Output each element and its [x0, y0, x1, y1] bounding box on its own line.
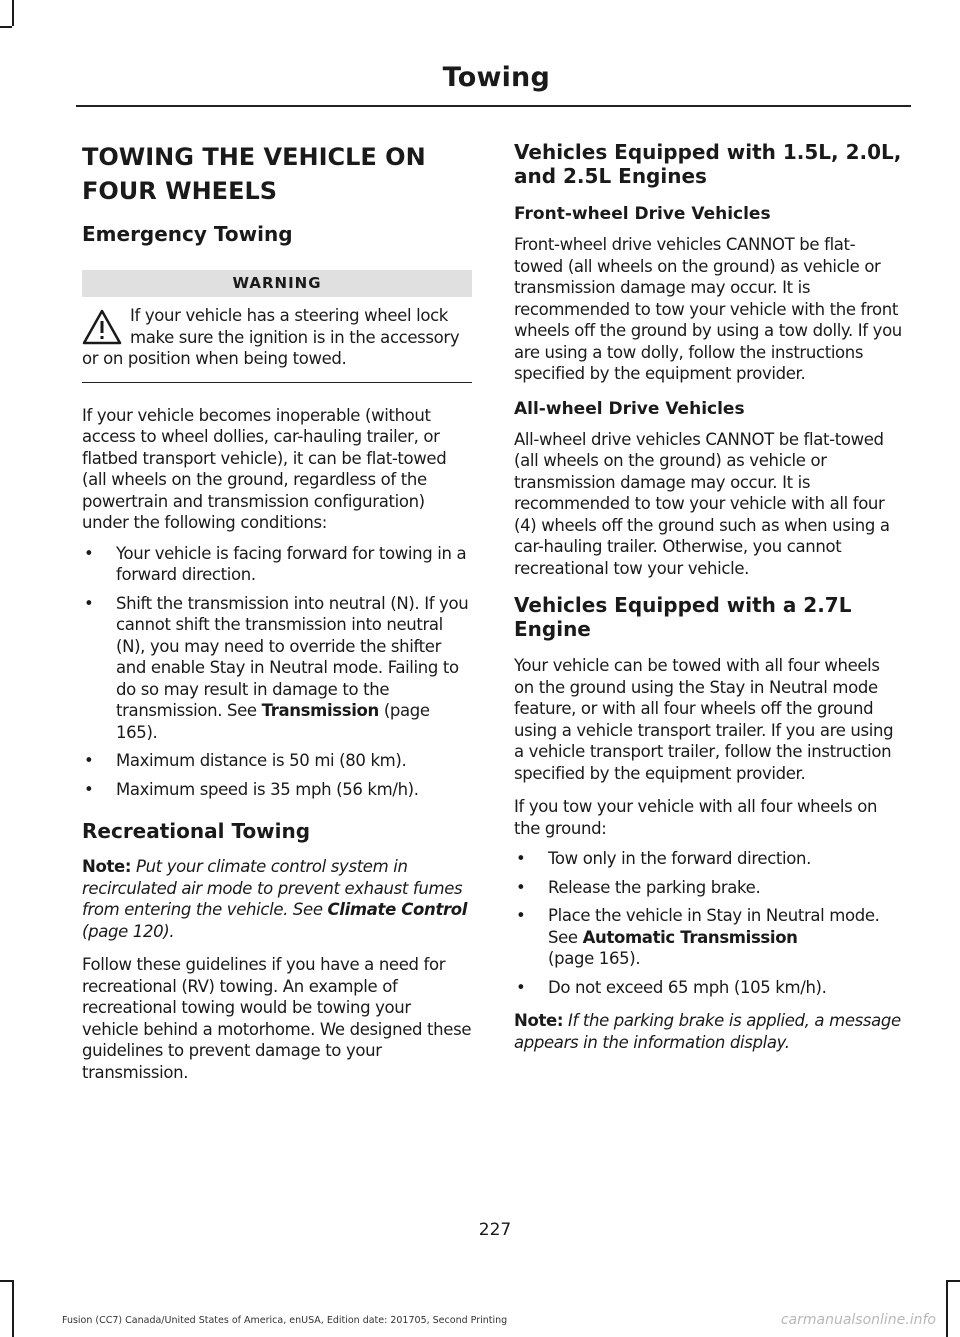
crop-mark: [0, 26, 12, 28]
intro-paragraph: If your vehicle becomes inoperable (without access to wheel dollies, car-hauling trailer, or flatbed transport vehicle), it can be flat-towed (all wheels on the ground, regardless of the powertrain and transmission configuration) under the following conditions:: [82, 405, 447, 532]
crop-mark: [946, 1280, 960, 1282]
awd-heading: All-wheel Drive Vehicles: [514, 398, 745, 419]
tow-steps-list: [514, 848, 904, 998]
bullet: •: [516, 977, 526, 997]
bullet: •: [516, 877, 526, 897]
fwd-heading: Front-wheel Drive Vehicles: [514, 204, 771, 224]
recreational-paragraph: Follow these guidelines if you have a need for recreational (RV) towing. An example of recreational towing would be towing your vehicle behind a motorhome. We designed these guidelines to prevent damage to your transmission.: [82, 955, 472, 1082]
header-rule: [76, 105, 911, 107]
warning-label: WARNING: [82, 270, 472, 297]
note-label: Note:: [82, 857, 132, 876]
transmission-link[interactable]: Transmission: [261, 701, 379, 720]
footer-edition: Fusion (CC7) Canada/United States of America, enUSA, Edition date: 201705, Second Printing: [62, 1315, 508, 1326]
list-item: • Maximum speed is 35 mph (56 km/h).: [84, 779, 419, 799]
engines-heading: Vehicles Equipped with 1.5L, 2.0L, and 2.5L Engines: [514, 140, 902, 188]
automatic-transmission-link[interactable]: Automatic Transmission: [582, 927, 798, 947]
list-item: • Your vehicle is facing forward for towing in a forward direction.: [84, 543, 467, 584]
list-item: • Maximum distance is 50 mi (80 km).: [84, 751, 407, 770]
climate-control-link[interactable]: Climate Control: [327, 900, 468, 919]
list-item: • Do not exceed 65 mph (105 km/h).: [516, 977, 827, 997]
conditions-list: [82, 543, 472, 801]
parking-brake-note: Note: If the parking brake is applied, a message appears in the information display.: [514, 1011, 901, 1052]
crop-mark: [12, 0, 14, 26]
crop-mark: [12, 1280, 14, 1337]
bullet: •: [84, 779, 94, 799]
warning-text: If your vehicle has a steering wheel lock make sure the ignition is in the accessory or on position when being towed.: [82, 306, 460, 368]
page-number: 227: [478, 1220, 512, 1240]
page-header-title: Towing: [442, 62, 550, 93]
crop-mark: [946, 1280, 948, 1337]
bullet: •: [84, 593, 94, 613]
section-heading: [82, 140, 472, 208]
bullet: •: [84, 751, 94, 770]
bullet: •: [516, 849, 526, 868]
section-heading-line2: FOUR WHEELS: [82, 177, 278, 205]
list-item: • Release the parking brake.: [516, 877, 761, 897]
note-paragraph: Note: Put your climate control system in recirculated air mode to prevent exhaust fumes from entering the vehicle. See Climate Control (page 120).: [82, 857, 468, 941]
list-item: • Shift the transmission into neutral (N). If you cannot shift the transmission into neutral (N), you may need to override the shifter and enable Stay in Neutral mode. Failing to do so may result in damage to the transmission. See Transmission (page 165).: [84, 593, 469, 742]
section-heading-line1: TOWING THE VEHICLE ON: [82, 143, 426, 171]
note-label: Note:: [514, 1011, 564, 1030]
warning-triangle-icon: [82, 309, 122, 345]
list-item: • Place the vehicle in Stay in Neutral mode. See Automatic Transmission (page 165).: [516, 906, 880, 968]
left-column: [82, 140, 472, 1083]
bullet: •: [516, 906, 526, 925]
crop-mark: [0, 1280, 12, 1282]
recreational-towing-heading: Recreational Towing: [82, 819, 311, 843]
warning-box: [82, 297, 472, 383]
right-column: [514, 140, 904, 1053]
engine-27-paragraph: Your vehicle can be towed with all four wheels on the ground using the Stay in Neutral mode feature, or with all four wheels off the ground using a vehicle transport trailer. If you are using a vehicle transport trailer, follow the instruction specified by the equipment provider.: [514, 656, 894, 783]
watermark: carmanualsonline.info: [780, 1312, 936, 1328]
awd-paragraph: All-wheel drive vehicles CANNOT be flat-towed (all wheels on the ground) as vehicle or transmission damage may occur. It is recommended to tow your vehicle with all four (4) wheels off the ground such as when using a car-hauling trailer. Otherwise, you cannot recreational tow your vehicle.: [514, 429, 890, 578]
bullet: •: [84, 543, 94, 563]
if-tow-paragraph: If you tow your vehicle with all four wheels on the ground:: [514, 797, 878, 838]
engine-27-heading: Vehicles Equipped with a 2.7L Engine: [514, 593, 852, 641]
emergency-towing-heading: Emergency Towing: [82, 222, 293, 246]
fwd-paragraph: Front-wheel drive vehicles CANNOT be flat-towed (all wheels on the ground) as vehicle or transmission damage may occur. It is recommended to tow your vehicle with the front wheels off the ground by using a tow dolly. If you are using a tow dolly, follow the instructions specified by the equipment provider.: [514, 235, 902, 383]
list-item: • Tow only in the forward direction.: [516, 849, 812, 868]
